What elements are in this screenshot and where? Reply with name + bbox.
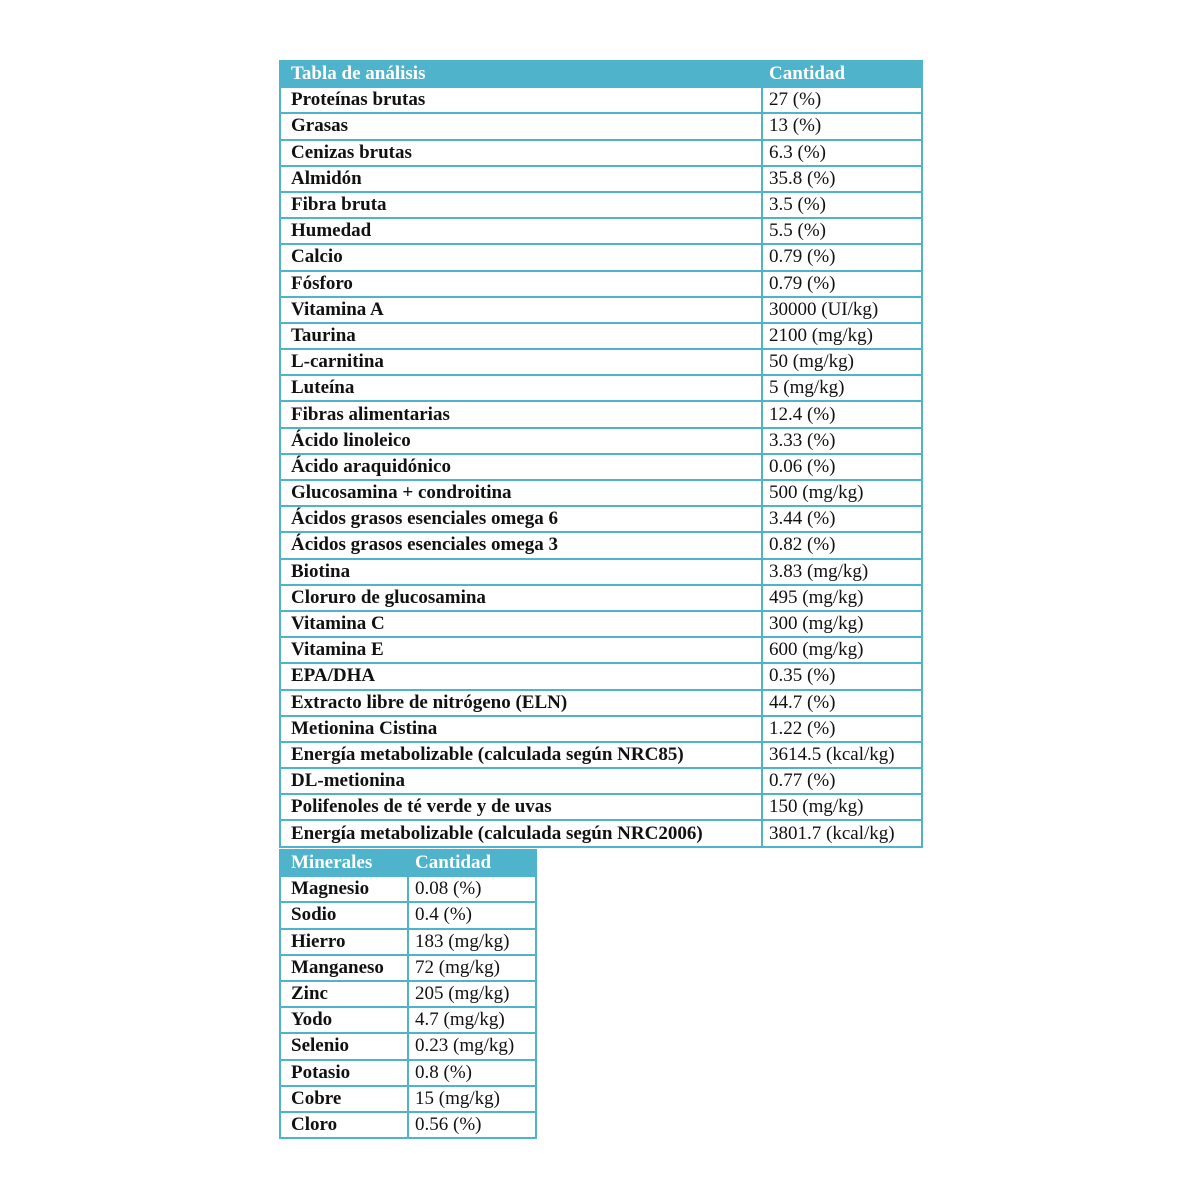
analysis-row-value: 44.7 (%) xyxy=(762,690,922,716)
mineral-row xyxy=(280,902,536,928)
analysis-row xyxy=(280,690,922,716)
analysis-row-value: 600 (mg/kg) xyxy=(762,637,922,663)
analysis-row-value: 3.44 (%) xyxy=(762,506,922,532)
analysis-row-label: Ácido araquidónico xyxy=(280,454,762,480)
analysis-row xyxy=(280,454,922,480)
analysis-row xyxy=(280,768,922,794)
mineral-row-label: Hierro xyxy=(280,929,408,955)
analysis-header-name: Tabla de análisis xyxy=(280,61,762,87)
mineral-row xyxy=(280,876,536,902)
analysis-row-value: 150 (mg/kg) xyxy=(762,794,922,820)
analysis-row-label: Polifenoles de té verde y de uvas xyxy=(280,794,762,820)
analysis-header-row xyxy=(280,61,922,87)
analysis-row-label: Vitamina C xyxy=(280,611,762,637)
analysis-row-label: Vitamina A xyxy=(280,297,762,323)
analysis-row-value: 6.3 (%) xyxy=(762,140,922,166)
mineral-row-label: Potasio xyxy=(280,1060,408,1086)
analysis-table xyxy=(279,60,923,848)
analysis-row-value: 0.35 (%) xyxy=(762,663,922,689)
analysis-row xyxy=(280,323,922,349)
analysis-row-label: Taurina xyxy=(280,323,762,349)
analysis-row-value: 12.4 (%) xyxy=(762,401,922,427)
analysis-row xyxy=(280,663,922,689)
analysis-row-value: 3.5 (%) xyxy=(762,192,922,218)
analysis-row-value: 495 (mg/kg) xyxy=(762,585,922,611)
mineral-row-label: Zinc xyxy=(280,981,408,1007)
mineral-row-label: Sodio xyxy=(280,902,408,928)
analysis-row-value: 0.82 (%) xyxy=(762,532,922,558)
analysis-row-value: 300 (mg/kg) xyxy=(762,611,922,637)
analysis-body xyxy=(280,87,922,846)
analysis-row xyxy=(280,716,922,742)
analysis-row-label: Humedad xyxy=(280,218,762,244)
mineral-row xyxy=(280,1060,536,1086)
analysis-row xyxy=(280,611,922,637)
analysis-row xyxy=(280,401,922,427)
analysis-row-label: Proteínas brutas xyxy=(280,87,762,113)
analysis-row xyxy=(280,140,922,166)
mineral-row-value: 0.4 (%) xyxy=(408,902,536,928)
analysis-row-label: Ácidos grasos esenciales omega 3 xyxy=(280,532,762,558)
analysis-row-label: DL-metionina xyxy=(280,768,762,794)
analysis-row xyxy=(280,532,922,558)
minerals-header-value: Cantidad xyxy=(408,850,536,876)
analysis-row-label: Luteína xyxy=(280,375,762,401)
analysis-row-value: 5 (mg/kg) xyxy=(762,375,922,401)
minerals-header-row xyxy=(280,850,536,876)
analysis-row xyxy=(280,794,922,820)
analysis-row-label: Extracto libre de nitrógeno (ELN) xyxy=(280,690,762,716)
analysis-row xyxy=(280,297,922,323)
mineral-row-label: Yodo xyxy=(280,1007,408,1033)
analysis-row-value: 50 (mg/kg) xyxy=(762,349,922,375)
mineral-row xyxy=(280,1007,536,1033)
analysis-row-value: 3801.7 (kcal/kg) xyxy=(762,820,922,846)
analysis-row-value: 27 (%) xyxy=(762,87,922,113)
mineral-row-label: Selenio xyxy=(280,1033,408,1059)
mineral-row-label: Cobre xyxy=(280,1086,408,1112)
mineral-row-value: 183 (mg/kg) xyxy=(408,929,536,955)
analysis-row-label: Biotina xyxy=(280,559,762,585)
analysis-header-value: Cantidad xyxy=(762,61,922,87)
mineral-row xyxy=(280,1033,536,1059)
mineral-row-label: Cloro xyxy=(280,1112,408,1138)
analysis-row-value: 0.79 (%) xyxy=(762,271,922,297)
analysis-row-value: 0.06 (%) xyxy=(762,454,922,480)
analysis-row-label: Vitamina E xyxy=(280,637,762,663)
mineral-row-value: 0.8 (%) xyxy=(408,1060,536,1086)
analysis-row xyxy=(280,375,922,401)
analysis-row-value: 0.79 (%) xyxy=(762,244,922,270)
analysis-row-value: 1.22 (%) xyxy=(762,716,922,742)
analysis-row-label: Ácidos grasos esenciales omega 6 xyxy=(280,506,762,532)
mineral-row-value: 72 (mg/kg) xyxy=(408,955,536,981)
analysis-row-label: EPA/DHA xyxy=(280,663,762,689)
analysis-row-label: Cenizas brutas xyxy=(280,140,762,166)
analysis-row xyxy=(280,166,922,192)
analysis-row-label: Energía metabolizable (calculada según NRC85) xyxy=(280,742,762,768)
minerals-header-name: Minerales xyxy=(280,850,408,876)
analysis-row-label: Ácido linoleico xyxy=(280,428,762,454)
mineral-row-value: 0.08 (%) xyxy=(408,876,536,902)
mineral-row-value: 4.7 (mg/kg) xyxy=(408,1007,536,1033)
mineral-row-label: Manganeso xyxy=(280,955,408,981)
analysis-row-value: 13 (%) xyxy=(762,113,922,139)
analysis-row-label: Calcio xyxy=(280,244,762,270)
analysis-row xyxy=(280,428,922,454)
analysis-row-value: 0.77 (%) xyxy=(762,768,922,794)
analysis-row-label: Cloruro de glucosamina xyxy=(280,585,762,611)
analysis-row-label: Fibra bruta xyxy=(280,192,762,218)
analysis-row-value: 3614.5 (kcal/kg) xyxy=(762,742,922,768)
mineral-row-value: 15 (mg/kg) xyxy=(408,1086,536,1112)
mineral-row-value: 0.23 (mg/kg) xyxy=(408,1033,536,1059)
analysis-row xyxy=(280,113,922,139)
mineral-row xyxy=(280,1086,536,1112)
analysis-row-value: 3.83 (mg/kg) xyxy=(762,559,922,585)
analysis-row xyxy=(280,87,922,113)
analysis-row-label: Fósforo xyxy=(280,271,762,297)
analysis-row xyxy=(280,506,922,532)
mineral-row xyxy=(280,929,536,955)
analysis-row-value: 3.33 (%) xyxy=(762,428,922,454)
analysis-row-label: Energía metabolizable (calculada según NRC2006) xyxy=(280,820,762,846)
minerals-table xyxy=(279,849,537,1139)
mineral-row xyxy=(280,955,536,981)
mineral-row-label: Magnesio xyxy=(280,876,408,902)
analysis-row-value: 30000 (UI/kg) xyxy=(762,297,922,323)
analysis-row-label: Metionina Cistina xyxy=(280,716,762,742)
analysis-row-value: 500 (mg/kg) xyxy=(762,480,922,506)
mineral-row xyxy=(280,1112,536,1138)
mineral-row xyxy=(280,981,536,1007)
analysis-row xyxy=(280,349,922,375)
analysis-row xyxy=(280,218,922,244)
analysis-row-label: Fibras alimentarias xyxy=(280,401,762,427)
analysis-row xyxy=(280,244,922,270)
analysis-row xyxy=(280,820,922,846)
analysis-row xyxy=(280,637,922,663)
analysis-row-label: Glucosamina + condroitina xyxy=(280,480,762,506)
analysis-row xyxy=(280,192,922,218)
mineral-row-value: 205 (mg/kg) xyxy=(408,981,536,1007)
analysis-row-label: Grasas xyxy=(280,113,762,139)
analysis-row xyxy=(280,742,922,768)
analysis-row-label: L-carnitina xyxy=(280,349,762,375)
analysis-row-value: 5.5 (%) xyxy=(762,218,922,244)
analysis-row-label: Almidón xyxy=(280,166,762,192)
analysis-row-value: 2100 (mg/kg) xyxy=(762,323,922,349)
mineral-row-value: 0.56 (%) xyxy=(408,1112,536,1138)
minerals-body xyxy=(280,876,536,1138)
analysis-row xyxy=(280,559,922,585)
analysis-row xyxy=(280,271,922,297)
analysis-row xyxy=(280,480,922,506)
analysis-row xyxy=(280,585,922,611)
analysis-row-value: 35.8 (%) xyxy=(762,166,922,192)
